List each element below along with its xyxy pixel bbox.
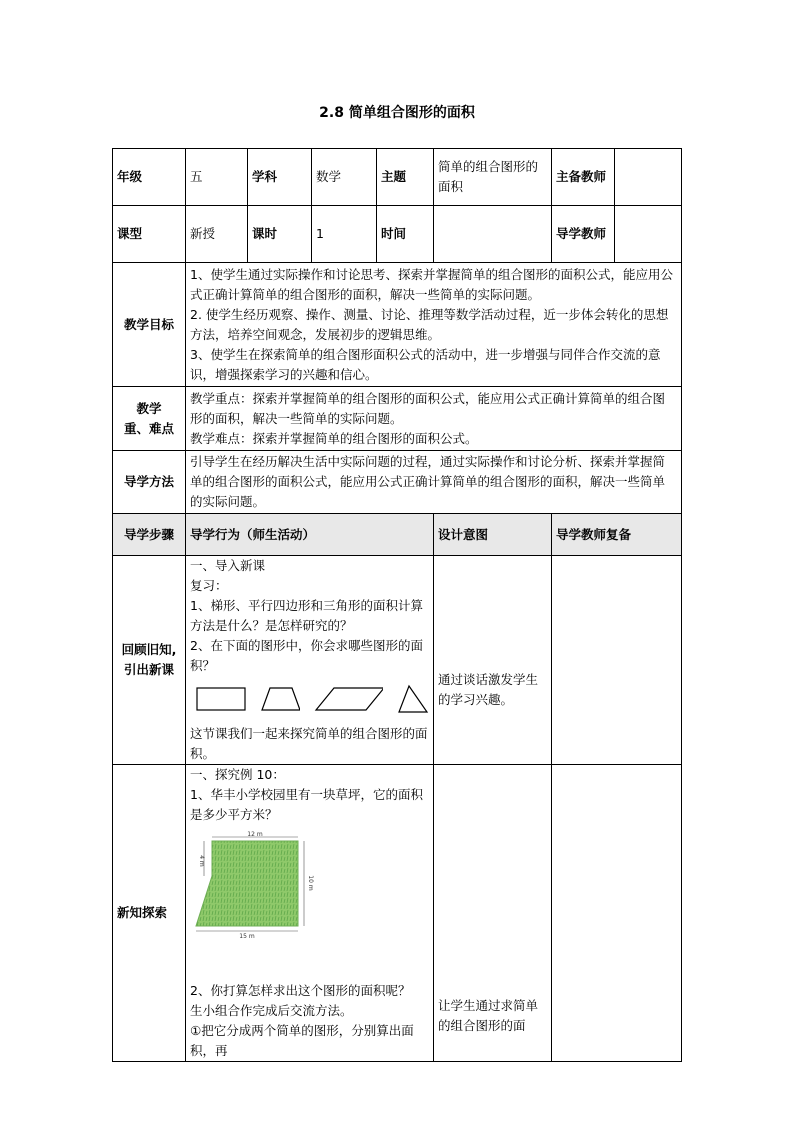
shapes-figure (190, 676, 429, 724)
triangle-shape (397, 684, 429, 714)
period-value: 1 (312, 206, 377, 263)
goal-item: 1、使学生通过实际操作和讨论思考、探索并掌握简单的组合图形的面积公式，能应用公式正确计算简单的组合图形的面积，解决一些简单的实际问题。 (190, 266, 673, 302)
explore-row (113, 765, 682, 1062)
lawn-right-label: 10 m (307, 875, 314, 891)
review-content (186, 556, 434, 765)
lawn-figure (190, 825, 429, 981)
keypoint-item: 教学难点：探索并掌握简单的组合图形的面积公式。 (190, 430, 478, 446)
guide-teacher-label: 导学教师 (552, 206, 615, 263)
goals-row (113, 263, 682, 387)
lawn-top-label: 12 m (247, 831, 263, 838)
goals-content (186, 263, 682, 387)
explore-line: 1、华丰小学校园里有一块草坪，它的面积是多少平方米？ (190, 787, 423, 822)
keypoints-label-line2: 重、难点 (123, 420, 174, 436)
trapezoid-shape (260, 684, 300, 714)
review-intent: 通过谈话激发学生的学习兴趣。 (434, 556, 552, 765)
review-teacher-notes (552, 556, 682, 765)
type-value: 新授 (186, 206, 248, 263)
review-line: 1、梯形、平行四边形和三角形的面积计算方法是什么？是怎样研究的？ (190, 598, 423, 633)
keypoints-label-line1: 教学 (136, 400, 162, 416)
topic-value: 简单的组合图形的面积 (434, 149, 552, 206)
lead-teacher-value (615, 149, 682, 206)
goal-item: 3、使学生在探索简单的组合图形面积公式的活动中，进一步增强与同伴合作交流的意识，增强探索学习的兴趣和信心。 (190, 346, 661, 382)
steps-header-col4: 导学教师复备 (552, 514, 682, 556)
method-label: 导学方法 (113, 451, 186, 514)
topic-label: 主题 (377, 149, 434, 206)
review-label-line2: 引出新课 (123, 662, 174, 677)
lesson-plan-table (112, 148, 682, 1062)
keypoint-item: 教学重点：探索并掌握简单的组合图形的面积公式，能应用公式正确计算简单的组合图形的面积，解决一些简单的实际问题。 (190, 390, 666, 426)
steps-header-col2: 导学行为（师生活动） (186, 514, 434, 556)
method-row (113, 451, 682, 514)
time-value (434, 206, 552, 263)
lawn-diagram (190, 831, 320, 939)
review-closing: 这节课我们一起来探究简单的组合图形的面积。 (190, 726, 428, 761)
review-label (113, 556, 186, 765)
review-line: 2、在下面的图形中，你会求哪些图形的面积？ (190, 638, 423, 673)
review-line: 一、导入新课 (190, 558, 266, 573)
info-row-1 (113, 149, 682, 206)
review-row (113, 556, 682, 765)
explore-intent: 让学生通过求简单的组合图形的面 (434, 765, 552, 1062)
explore-line: 2、你打算怎样求出这个图形的面积呢？ (190, 983, 411, 998)
explore-label: 新知探索 (113, 765, 186, 1062)
goals-label: 教学目标 (113, 263, 186, 387)
explore-content (186, 765, 434, 1062)
method-content: 引导学生在经历解决生活中实际问题的过程，通过实际操作和讨论分析、探索并掌握简单的组合图形的面积公式，能应用公式正确计算简单的组合图形的面积，解决一些简单的实际问题。 (186, 451, 682, 514)
review-label-line1: 回顾旧知, (121, 642, 177, 657)
parallelogram-shape (314, 684, 383, 714)
page-title: 2.8 简单组合图形的面积 (319, 105, 475, 121)
rectangle-shape (196, 684, 246, 714)
explore-line: 一、探究例 10： (190, 767, 285, 782)
time-label: 时间 (377, 206, 434, 263)
subject-value: 数学 (312, 149, 377, 206)
lead-teacher-label: 主备教师 (552, 149, 615, 206)
review-line: 复习： (190, 578, 228, 593)
type-label: 课型 (113, 206, 186, 263)
steps-header-col1: 导学步骤 (113, 514, 186, 556)
grade-label: 年级 (113, 149, 186, 206)
lawn-left-label: 4 m (198, 855, 205, 867)
keypoints-row (113, 387, 682, 451)
explore-line: 生小组合作完成后交流方法。 (190, 1003, 353, 1018)
explore-line: ①把它分成两个简单的图形，分别算出面积，再 (190, 1023, 414, 1058)
keypoints-content (186, 387, 682, 451)
keypoints-label (113, 387, 186, 451)
goal-item: 2. 使学生经历观察、操作、测量、讨论、推理等数学活动过程，近一步体会转化的思想方法，培养空间观念，发展初步的逻辑思维。 (190, 306, 669, 342)
lawn-bottom-label: 15 m (239, 933, 255, 939)
steps-header-row (113, 514, 682, 556)
info-row-2 (113, 206, 682, 263)
grade-value: 五 (186, 149, 248, 206)
explore-teacher-notes (552, 765, 682, 1062)
steps-header-col3: 设计意图 (434, 514, 552, 556)
guide-teacher-value (615, 206, 682, 263)
subject-label: 学科 (248, 149, 312, 206)
period-label: 课时 (248, 206, 312, 263)
